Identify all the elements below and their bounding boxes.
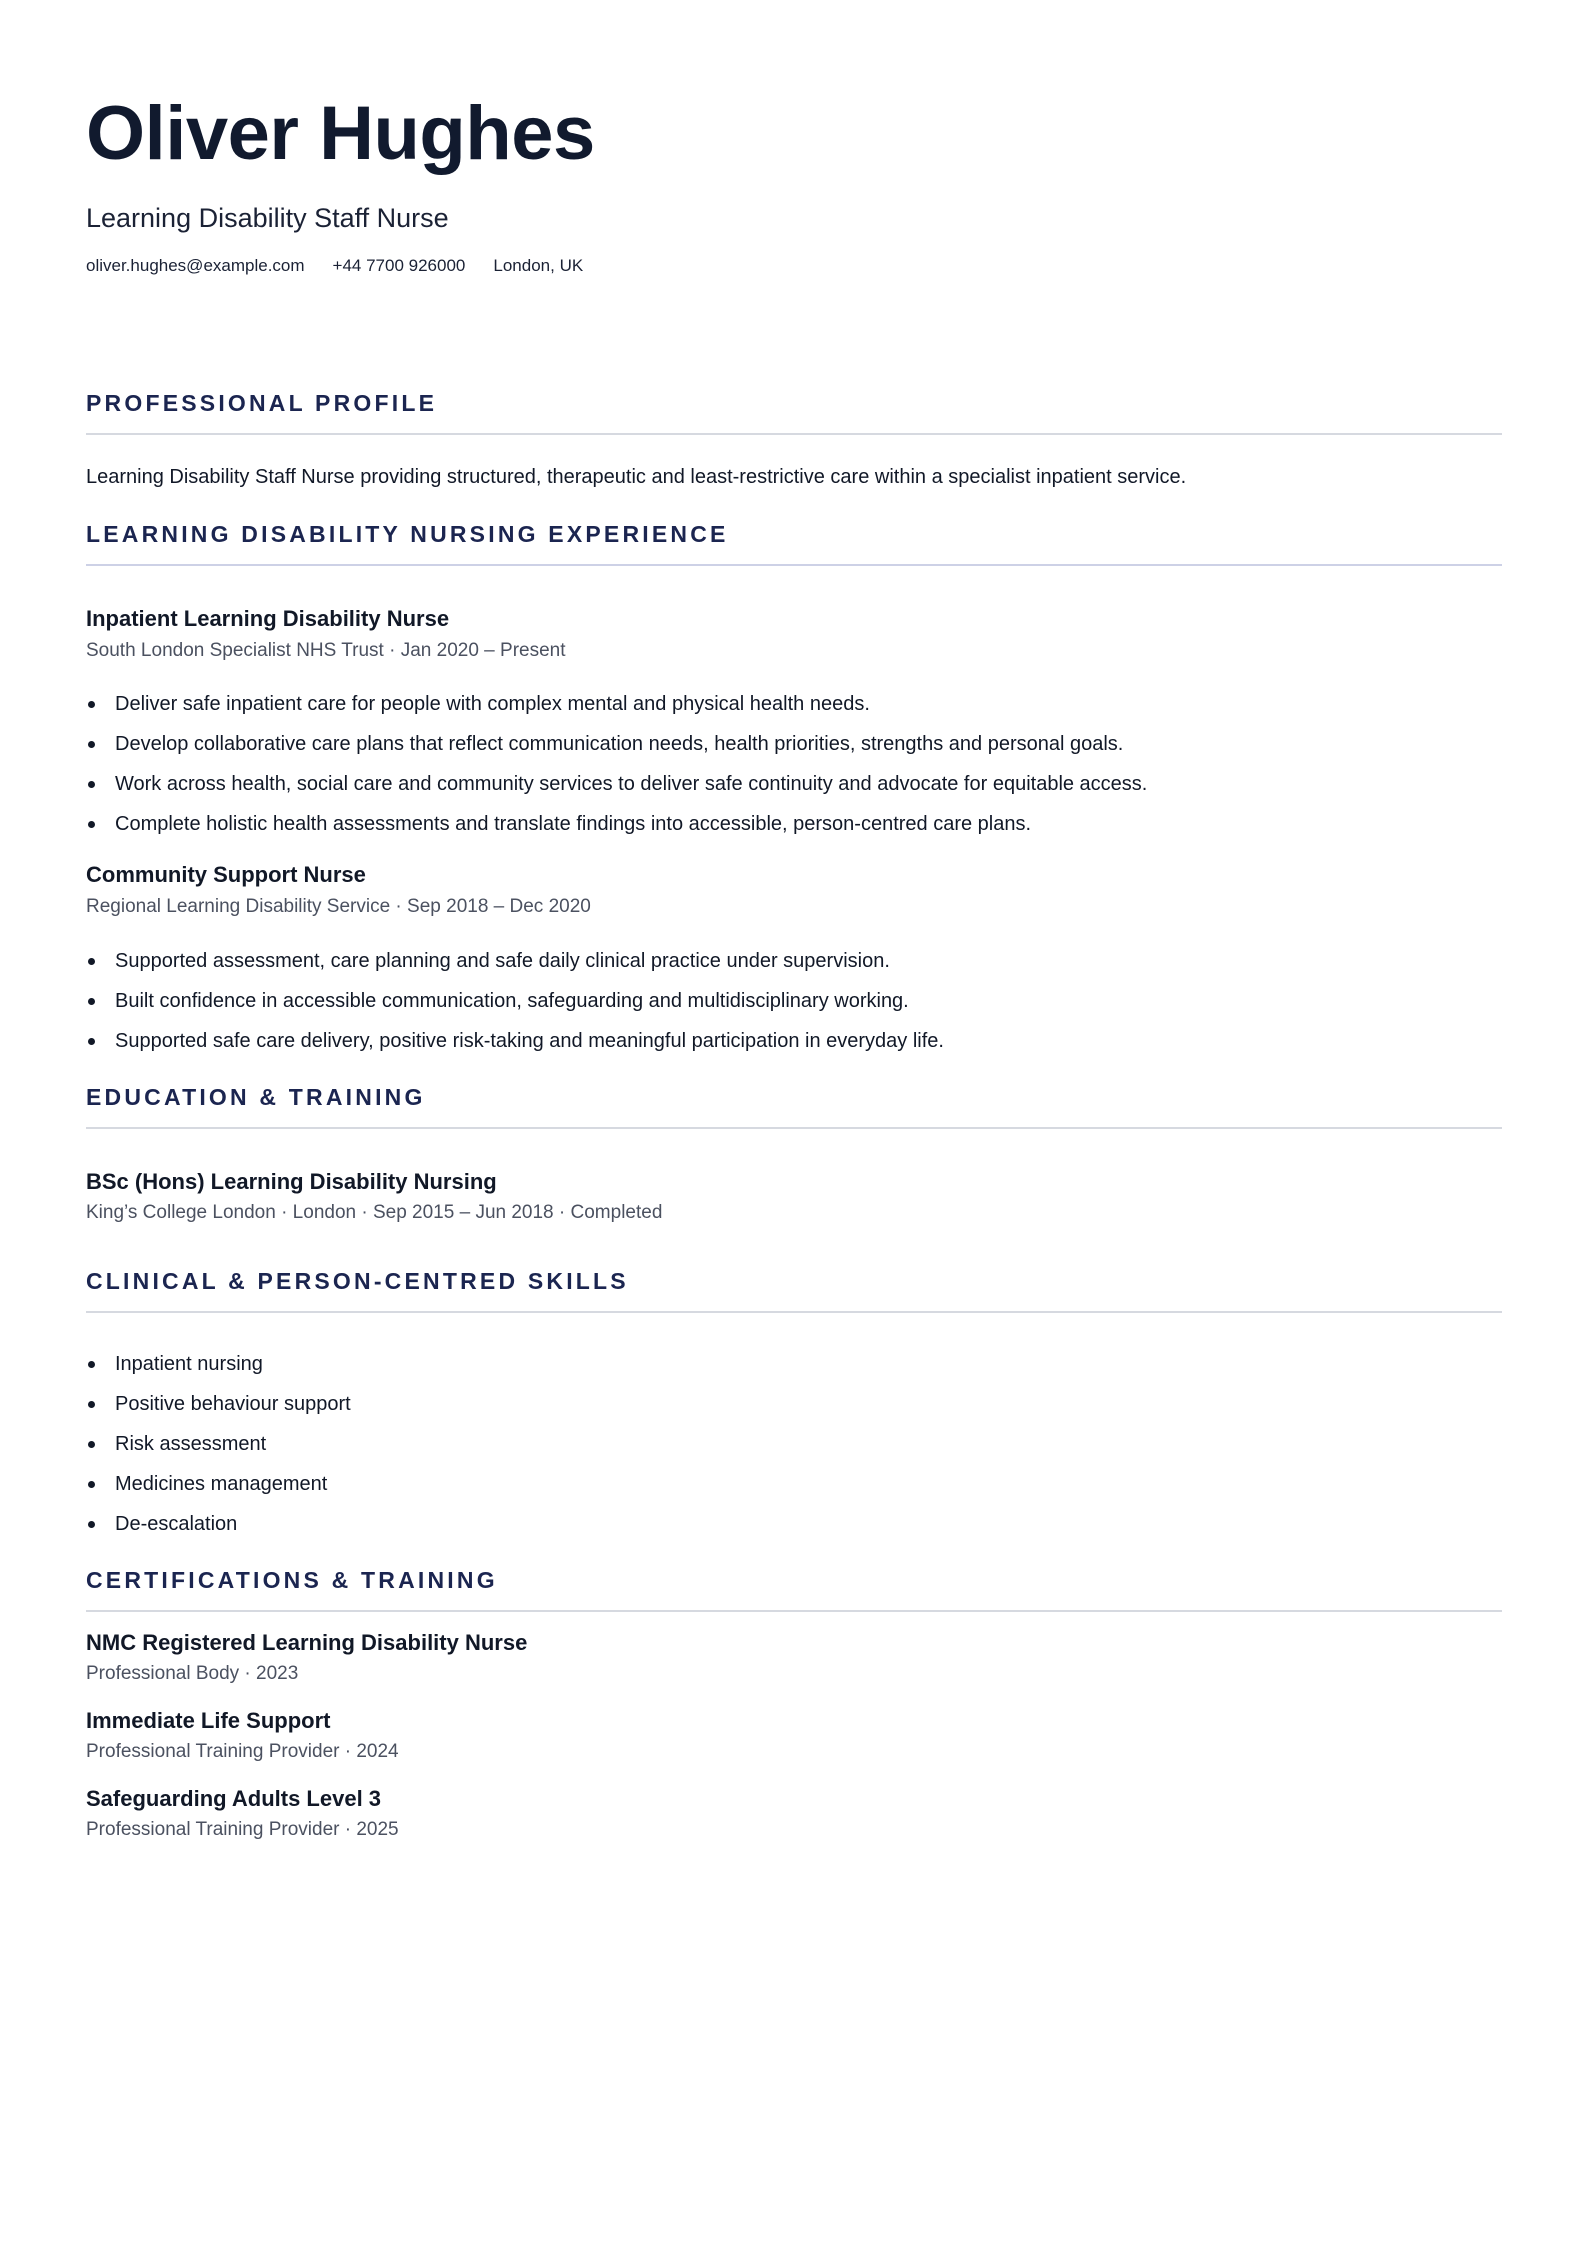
section-divider bbox=[86, 1311, 1502, 1313]
section-heading-experience: LEARNING DISABILITY NURSING EXPERIENCE bbox=[86, 521, 729, 548]
certification-entry bbox=[86, 1708, 1502, 1765]
skills-list bbox=[86, 1351, 1502, 1537]
job-meta: Regional Learning Disability Service · Sep 2018 – Dec 2020 bbox=[86, 895, 591, 917]
skills-section bbox=[86, 1267, 1502, 1537]
list-item: Supported safe care delivery, positive risk-taking and meaningful participation in everyday life. bbox=[86, 1028, 1502, 1054]
skill-item: Medicines management bbox=[86, 1471, 1502, 1497]
section-heading-certifications: CERTIFICATIONS & TRAINING bbox=[86, 1566, 498, 1593]
certification-title: NMC Registered Learning Disability Nurse bbox=[86, 1629, 528, 1655]
skill-item: Positive behaviour support bbox=[86, 1391, 1502, 1417]
certifications-section bbox=[86, 1566, 1502, 1843]
section-divider bbox=[86, 564, 1502, 566]
list-item: Built confidence in accessible communication, safeguarding and multidisciplinary working. bbox=[86, 988, 1502, 1014]
contact-email: oliver.hughes@example.com bbox=[86, 256, 305, 276]
contact-phone: +44 7700 926000 bbox=[332, 256, 466, 276]
certification-meta: Professional Training Provider · 2025 bbox=[86, 1819, 399, 1841]
section-divider bbox=[86, 1127, 1502, 1129]
job-bullets bbox=[86, 691, 1502, 837]
degree-title: BSc (Hons) Learning Disability Nursing bbox=[86, 1168, 497, 1194]
section-heading-education: EDUCATION & TRAINING bbox=[86, 1083, 426, 1110]
education-entry bbox=[86, 1169, 1502, 1226]
section-heading-skills: CLINICAL & PERSON-CENTRED SKILLS bbox=[86, 1267, 629, 1294]
job-entry bbox=[86, 606, 1502, 837]
list-item: Complete holistic health assessments and translate findings into accessible, person-centred care plans. bbox=[86, 811, 1502, 837]
skill-item: Inpatient nursing bbox=[86, 1351, 1502, 1377]
candidate-name: Oliver Hughes bbox=[86, 91, 595, 176]
skill-item: De-escalation bbox=[86, 1511, 1502, 1537]
education-section bbox=[86, 1083, 1502, 1226]
certification-entry bbox=[86, 1786, 1502, 1843]
skill-item: Risk assessment bbox=[86, 1431, 1502, 1457]
list-item: Work across health, social care and community services to deliver safe continuity and advocate for equitable access. bbox=[86, 771, 1502, 797]
job-title: Inpatient Learning Disability Nurse bbox=[86, 606, 450, 632]
section-divider bbox=[86, 433, 1502, 435]
list-item: Deliver safe inpatient care for people with complex mental and physical health needs. bbox=[86, 691, 1502, 717]
job-title: Community Support Nurse bbox=[86, 862, 366, 888]
section-heading-profile: PROFESSIONAL PROFILE bbox=[86, 390, 438, 417]
section-divider bbox=[86, 1610, 1502, 1612]
list-item: Develop collaborative care plans that reflect communication needs, health priorities, strengths and personal goals. bbox=[86, 731, 1502, 757]
job-meta: South London Specialist NHS Trust · Jan 2020 – Present bbox=[86, 639, 566, 661]
certification-meta: Professional Training Provider · 2024 bbox=[86, 1741, 399, 1763]
candidate-title: Learning Disability Staff Nurse bbox=[86, 203, 449, 233]
job-bullets bbox=[86, 948, 1502, 1054]
list-item: Supported assessment, care planning and safe daily clinical practice under supervision. bbox=[86, 948, 1502, 974]
experience-section bbox=[86, 523, 1502, 1053]
certification-title: Immediate Life Support bbox=[86, 1707, 331, 1733]
certification-title: Safeguarding Adults Level 3 bbox=[86, 1785, 382, 1811]
degree-meta: King’s College London · London · Sep 2015 – Jun 2018 · Completed bbox=[86, 1201, 663, 1223]
resume-header bbox=[86, 91, 1502, 276]
contact-location: London, UK bbox=[493, 256, 584, 276]
contact-line bbox=[86, 256, 1502, 276]
certification-meta: Professional Body · 2023 bbox=[86, 1663, 299, 1685]
profile-section bbox=[86, 392, 1502, 491]
profile-text: Learning Disability Staff Nurse providing structured, therapeutic and least-restrictive care within a specialist inpatient service. bbox=[86, 466, 1187, 489]
job-entry bbox=[86, 862, 1502, 1053]
certification-entry bbox=[86, 1630, 1502, 1687]
